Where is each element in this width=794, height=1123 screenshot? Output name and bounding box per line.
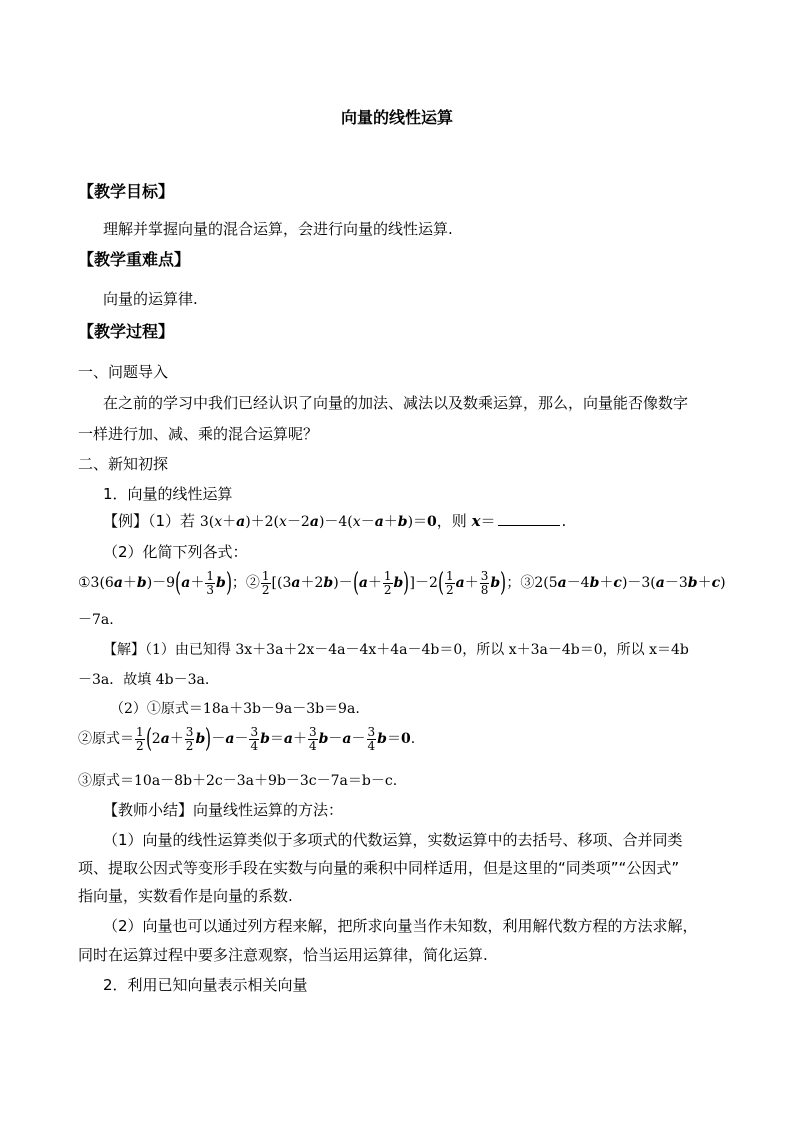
example-line1: 【例】（1）若 3(x＋a)＋2(x－2a)－4(x－a＋b)＝0，则 x＝ . <box>103 512 567 530</box>
solution-part1-text: （1）由已知得 3x＋3a＋2x－4a－4x＋4a－4b＝0，所以 x＋3a－4b＝0，所以 x＝4b <box>145 642 689 658</box>
subsection-1-title: 1．向量的线性运算 <box>103 485 233 503</box>
part1-heading: 一、问题导入 <box>78 363 169 381</box>
solution-line2: －3a．故填 4b－3a. <box>78 672 210 688</box>
example-part2-text: （2）化简下列各式： <box>103 543 248 561</box>
summary-point2-line1: （2）向量也可以通过列方程来解，把所求向量当作未知数，利用解代数方程的方法求解， <box>103 917 698 935</box>
heading-teaching-process: 【教学过程】 <box>78 322 175 341</box>
answer-blank <box>498 511 560 526</box>
solution-part2-line2: ②原式＝ $\frac{1}{2}$ (2a＋ $\frac{3}{2}$ b)－a－ $\frac{3}{4}$ b＝a＋ $\frac{3}{4}$ b－a－ $\frac{3}{4}$ b＝0. <box>78 724 416 754</box>
example-expressions-continuation: －7a. <box>78 612 114 628</box>
example-equation: 3(x＋a)＋2(x－2a)－4(x－a＋b)＝0 <box>199 514 437 530</box>
example-label: 【例】 <box>103 512 149 530</box>
solution-part2-line1: （2）①原式＝18a＋3b－9a－3b＝9a. <box>110 701 360 717</box>
heading-key-points: 【教学重难点】 <box>78 250 191 269</box>
solution-label: 【解】 <box>103 642 145 658</box>
solution-line1 <box>103 640 689 660</box>
teacher-summary-line <box>103 800 343 820</box>
heading-teaching-goal: 【教学目标】 <box>78 182 175 201</box>
summary-point2-line2: 同时在运算过程中要多注意观察，恰当运用运算律，简化运算. <box>78 946 488 964</box>
part1-paragraph-line2: 一样进行加、减、乘的混合运算呢？ <box>78 425 319 443</box>
summary-label: 【教师小结】 <box>103 801 194 819</box>
example-part1-suffix: ，则 <box>436 512 472 530</box>
summary-point1-line3: 指向量，实数看作是向量的系数. <box>78 887 293 905</box>
goal-text: 理解并掌握向量的混合运算，会进行向量的线性运算. <box>103 220 453 238</box>
subsection-2-title: 2．利用已知向量表示相关向量 <box>103 976 308 994</box>
summary-title: 向量线性运算的方法： <box>193 801 344 819</box>
part1-paragraph-line1: 在之前的学习中我们已经认识了向量的加法、减法以及数乘运算，那么，向量能否像数字 <box>103 394 689 412</box>
variable-x: x <box>471 512 481 530</box>
page-title: 向量的线性运算 <box>340 108 453 127</box>
summary-point1-line2: 项、提取公因式等变形手段在实数与向量的乘积中同样适用，但是这里的“同类项”“公因式” <box>78 859 680 877</box>
example-part1-prefix: （1）若 <box>148 512 200 530</box>
solution-part2-line3: ③原式＝10a－8b＋2c－3a＋9b－3c－7a＝b－c. <box>78 773 398 789</box>
summary-point1-line1: （1）向量的线性运算类似于多项式的代数运算，实数运算中的去括号、移项、合并同类 <box>103 831 683 849</box>
key-text: 向量的运算律. <box>103 290 198 308</box>
example-expressions-line: ①3(6a＋b)－9(a＋ $\frac{1}{3}$ b)；② $\frac{1}{2}$ [(3a＋2b)－(a＋ $\frac{1}{2}$ b)]－2( $\frac{1}{2}$ a＋ $\frac{3}{8}$ b)；③2(5a－4b＋c)－3(a－3b＋c) <box>78 568 726 598</box>
part2-heading: 二、新知初探 <box>78 455 169 473</box>
